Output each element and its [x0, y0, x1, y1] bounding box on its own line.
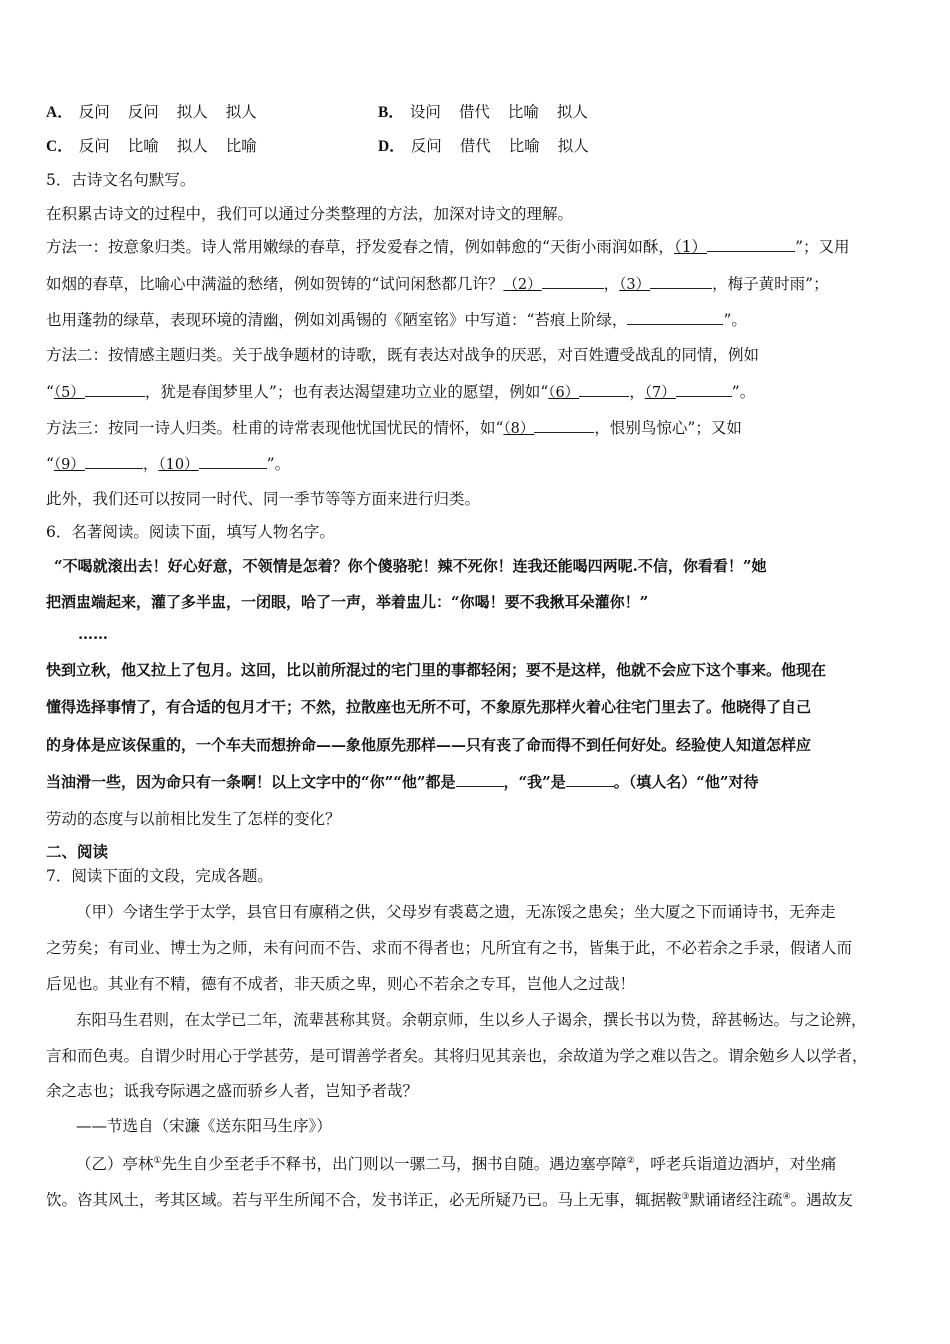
- option-b[interactable]: [378, 102, 606, 123]
- q6-para1-line2: 把酒盅端起来，灌了多半盅，一闭眼，哈了一声，举着盅儿：“你喝！要不我揪耳朵灌你！”: [46, 593, 649, 611]
- option-word: 比喻: [225, 137, 257, 155]
- q6-para2-line4: [46, 772, 759, 792]
- blank-10-label: （10）: [158, 457, 199, 473]
- option-word: 反问: [78, 137, 110, 155]
- option-key: C．: [46, 138, 73, 155]
- text: 如烟的春草，比喻心中满溢的愁绪，例如贺铸的“试问闲愁都几许？: [46, 275, 504, 293]
- q5-intro: 在积累古诗文的过程中，我们可以通过分类整理的方法，加深对诗文的理解。: [46, 205, 574, 223]
- text: 。遇故友: [790, 1191, 853, 1210]
- q6-para2-line3: 的身体是应该保重的，一个车夫而想拚命——象他原先那样——只有丧了命而得不到任何好处。经验使人知道怎样应: [46, 736, 812, 754]
- text: ”。: [723, 311, 747, 329]
- footnote-2[interactable]: ②: [626, 1156, 635, 1166]
- text: ，: [629, 383, 645, 401]
- q5-title: 5．古诗文名句默写。: [46, 171, 196, 189]
- q6-question: 劳动的态度与以前相比发生了怎样的变化？: [46, 810, 341, 828]
- blank-1[interactable]: [707, 237, 795, 252]
- blank-3-label: （3）: [619, 277, 651, 293]
- q6-title: 6．名著阅读。阅读下面，填写人物名字。: [46, 523, 335, 541]
- name-blank-2[interactable]: [566, 772, 614, 787]
- blank-6-label: （6）: [548, 385, 580, 401]
- name-blank-1[interactable]: [456, 772, 504, 787]
- option-word: 反问: [127, 103, 159, 121]
- option-word: 反问: [410, 137, 442, 155]
- blank-2-label: （2）: [503, 277, 542, 293]
- text: ”。: [731, 383, 756, 401]
- option-d[interactable]: [378, 136, 607, 157]
- text: 默诵诸经注疏: [689, 1191, 783, 1210]
- text: “: [46, 455, 54, 473]
- blank-6[interactable]: [579, 382, 629, 397]
- q5-outro: 此外，我们还可以按同一时代、同一季节等等方面来进行归类。: [46, 490, 481, 508]
- q6-para2-line1: 快到立秋，他又拉上了包月。这回，比以前所混过的宅门里的事都轻闲；要不是这样，他就不会应下这个事来。他现在: [46, 661, 827, 679]
- text: 先生自少至老手不释书，出门则以一骡二马，捆书自随。遇边塞亭障: [161, 1155, 627, 1174]
- blank-7-label: （7）: [644, 385, 676, 401]
- option-word: 借代: [459, 137, 491, 155]
- blank-10[interactable]: [199, 454, 267, 469]
- option-word: 比喻: [508, 137, 540, 155]
- option-key: A．: [46, 104, 73, 121]
- text: 当油滑一些，因为命只有一条啊！以上文字中的“你”“他”都是: [46, 773, 456, 791]
- blank-5[interactable]: [85, 382, 145, 397]
- text: ，梅子黄时雨”；: [712, 275, 829, 293]
- q7-jia-line3: 后见也。其业有不精，德有不成者，非天质之卑，则心不若余之专耳，岂他人之过哉！: [46, 975, 636, 993]
- q7-jia-line2: 之劳矣；有司业、博士为之师，未有问而不告、求而不得者也；凡所宜有之书，皆集于此，不必若余之手录，假诸人而: [46, 939, 853, 957]
- q7-yi-line1: [76, 1151, 836, 1174]
- q6-para1-line1: “不喝就滚出去！好心好意，不领情是怎着？你个傻骆驼！辣不死你！连我还能喝四两呢.不信，你看看！”她: [54, 557, 767, 575]
- option-word: 拟人: [556, 103, 588, 121]
- option-word: 借代: [458, 103, 490, 121]
- text: 方法三：按同一诗人归类。杜甫的诗常表现他忧国忧民的情怀，如“: [46, 419, 504, 437]
- option-word: 比喻: [507, 103, 539, 121]
- text: ，: [603, 275, 620, 293]
- option-c[interactable]: [46, 136, 275, 157]
- text: ，: [142, 455, 159, 473]
- q7-jia2-line1: 东阳马生君则，在太学已二年，流辈甚称其贤。余朝京师，生以乡人子谒余，撰长书以为贽，辞甚畅达。与之论辨，: [76, 1011, 867, 1029]
- text: 饮。咨其风土，考其区域。若与平生所闻不合，发书详正，必无所疑乃已。马上无事，辄据鞍: [46, 1191, 682, 1210]
- text: （乙）亭林: [76, 1155, 154, 1174]
- blank-4[interactable]: [627, 310, 723, 325]
- q5-method2-line1: 方法二：按情感主题归类。关于战争题材的诗歌，既有表达对战争的厌恶，对百姓遭受战乱的同情，例如: [46, 346, 760, 364]
- q7-jia2-line2: 言和而色夷。自谓少时用心于学甚劳，是可谓善学者矣。其将归见其亲也，余故道为学之难以告之。谓余勉乡人以学者，: [46, 1047, 868, 1065]
- q6-para2-line2: 懂得选择事情了，有合适的包月才干；不然，拉散座也无所不可，不象原先那样火着心往宅门里去了。他晓得了自己: [46, 698, 812, 716]
- text: 方法一：按意象归类。诗人常用嫩绿的春草，抒发爱春之情，例如韩愈的“天街小雨润如酥，: [46, 238, 674, 256]
- q5-method3-line2: [46, 454, 290, 475]
- blank-1-label: （1）: [673, 238, 708, 256]
- text: ，“我”是: [503, 773, 566, 791]
- option-word: 拟人: [557, 137, 589, 155]
- text: ，犹是春闺梦里人”；也有表达渴望建功立业的愿望，例如“: [144, 383, 549, 401]
- q7-jia2-line3: 余之志也；诋我夸际遇之盛而骄乡人者，岂知予者哉？: [46, 1082, 419, 1100]
- q7-jia-line1: （甲）今诸生学于太学，县官日有廪稍之供，父母岁有裘葛之遗，无冻馁之患矣；坐大厦之下而诵诗书，无奔走: [76, 903, 836, 921]
- text: 。（填人名）“他”对待: [613, 773, 759, 791]
- blank-9-label: （9）: [53, 457, 85, 473]
- option-word: 拟人: [176, 137, 208, 155]
- text: 也用蓬勃的绿草，表现环境的清幽，例如刘禹锡的《陋室铭》中写道：“苔痕上阶绿，: [46, 311, 628, 329]
- blank-8[interactable]: [534, 418, 594, 433]
- q7-title: 7．阅读下面的文段，完成各题。: [46, 867, 273, 885]
- text: ，呼老兵诣道边酒垆，对坐痛: [634, 1155, 837, 1174]
- text: “: [46, 383, 54, 401]
- blank-8-label: （8）: [503, 421, 535, 437]
- option-word: 反问: [78, 103, 110, 121]
- footnote-4[interactable]: ④: [782, 1192, 791, 1202]
- option-word: 拟人: [176, 103, 208, 121]
- q6-ellipsis: ……: [78, 625, 108, 643]
- text: ”。: [266, 455, 291, 473]
- option-word: 比喻: [127, 137, 159, 155]
- text: ，恨别鸟惊心”；又如: [594, 419, 742, 437]
- option-key: B．: [378, 104, 404, 121]
- q5-method1-line3: [46, 310, 747, 330]
- blank-2[interactable]: [542, 274, 604, 289]
- option-word: 拟人: [225, 103, 257, 121]
- option-a[interactable]: [46, 102, 275, 123]
- footnote-1[interactable]: ①: [153, 1156, 162, 1166]
- blank-7[interactable]: [676, 382, 732, 397]
- option-word: 设问: [409, 103, 441, 121]
- option-key: D．: [378, 138, 405, 155]
- q7-yi-line2: [46, 1187, 853, 1210]
- q5-method1-line2: [46, 274, 829, 295]
- text: ”；又用: [795, 238, 850, 256]
- footnote-3[interactable]: ③: [681, 1192, 690, 1202]
- q5-method2-line2: [46, 382, 755, 403]
- q5-method1-line1: [46, 237, 850, 257]
- blank-5-label: （5）: [53, 385, 85, 401]
- q7-source: ——节选自（宋濂《送东阳马生序》）: [76, 1117, 332, 1135]
- blank-3[interactable]: [650, 274, 712, 289]
- blank-9[interactable]: [85, 454, 143, 469]
- section-heading: 二、阅读: [46, 842, 109, 861]
- q5-method3-line1: [46, 418, 742, 439]
